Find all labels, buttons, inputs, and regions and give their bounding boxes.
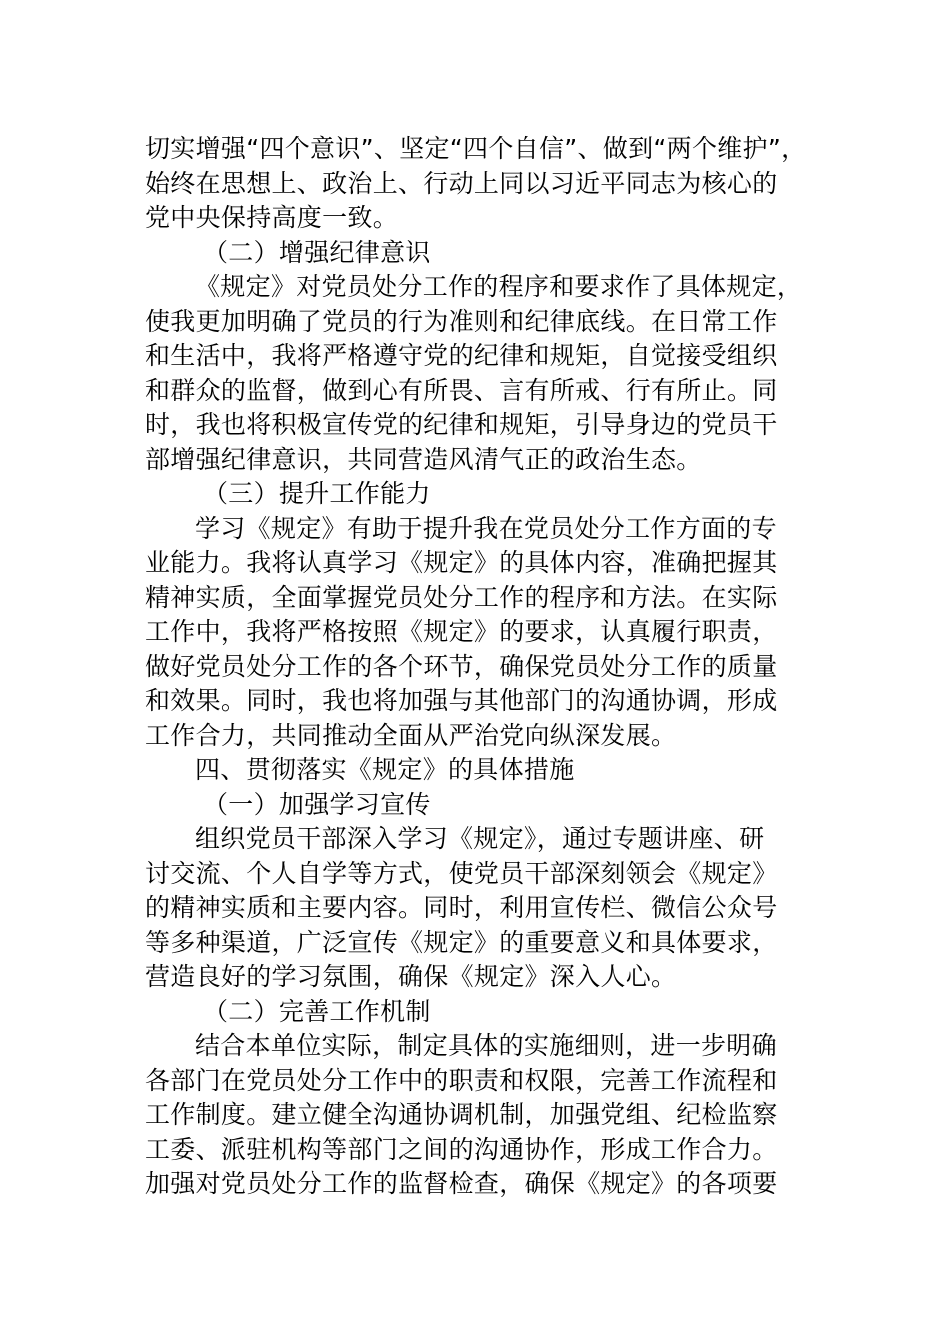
text-line: 学习《规定》有助于提升我在党员处分工作方面的专 [195,513,777,543]
text-line: 始终在思想上、政治上、行动上同以习近平同志为核心的 [145,168,778,198]
text-line: 和群众的监督，做到心有所畏、言有所戒、行有所止。同 [145,375,778,405]
chapter-heading: 四、贯彻落实《规定》的具体措施 [195,755,575,784]
text-line: 结合本单位实际，制定具体的实施细则，进一步明确 [195,1031,777,1060]
text-line: 切实增强“四个意识”、坚定“四个自信”、做到“两个维护”， [145,134,807,163]
text-line: 工作制度。建立健全沟通协调机制，加强党组、纪检监察 [145,1100,778,1129]
section-heading: （三）提升工作能力 [203,479,431,508]
text-line: 营造良好的学习氛围，确保《规定》深入人心。 [145,962,677,991]
section-heading: （一）加强学习宣传 [203,789,431,819]
text-line: 等多种渠道，广泛宣传《规定》的重要意义和具体要求， [145,927,778,957]
section-heading: （二）增强纪律意识 [203,237,431,267]
text-line: 和生活中，我将严格遵守党的纪律和规矩，自觉接受组织 [145,341,778,370]
text-line: 精神实质，全面掌握党员处分工作的程序和方法。在实际 [145,582,778,612]
text-line: 工作中，我将严格按照《规定》的要求，认真履行职责， [145,617,778,646]
text-line: 组织党员干部深入学习《规定》，通过专题讲座、研 [195,824,765,853]
text-line: 时，我也将积极宣传党的纪律和规矩，引导身边的党员干 [145,410,778,439]
text-line: 工委、派驻机构等部门之间的沟通协作，形成工作合力。 [145,1134,778,1164]
text-line: 做好党员处分工作的各个环节，确保党员处分工作的质量 [145,651,778,681]
document-body [145,132,810,1202]
section-heading: （二）完善工作机制 [203,996,431,1026]
text-line: 业能力。我将认真学习《规定》的具体内容，准确把握其 [145,548,778,577]
text-line: 和效果。同时，我也将加强与其他部门的沟通协调，形成 [145,686,778,715]
text-line: 《规定》对党员处分工作的程序和要求作了具体规定， [195,272,803,301]
text-line: 各部门在党员处分工作中的职责和权限，完善工作流程和 [145,1065,778,1095]
text-line: 部增强纪律意识，共同营造风清气正的政治生态。 [145,444,702,474]
text-line: 加强对党员处分工作的监督检查，确保《规定》的各项要 [145,1169,778,1198]
text-line: 讨交流、个人自学等方式，使党员干部深刻领会《规定》 [145,858,778,888]
text-line: 党中央保持高度一致。 [145,203,399,232]
text-line: 使我更加明确了党员的行为准则和纪律底线。在日常工作 [145,306,778,336]
text-line: 的精神实质和主要内容。同时，利用宣传栏、微信公众号 [145,893,778,922]
text-line: 工作合力，共同推动全面从严治党向纵深发展。 [145,720,677,750]
